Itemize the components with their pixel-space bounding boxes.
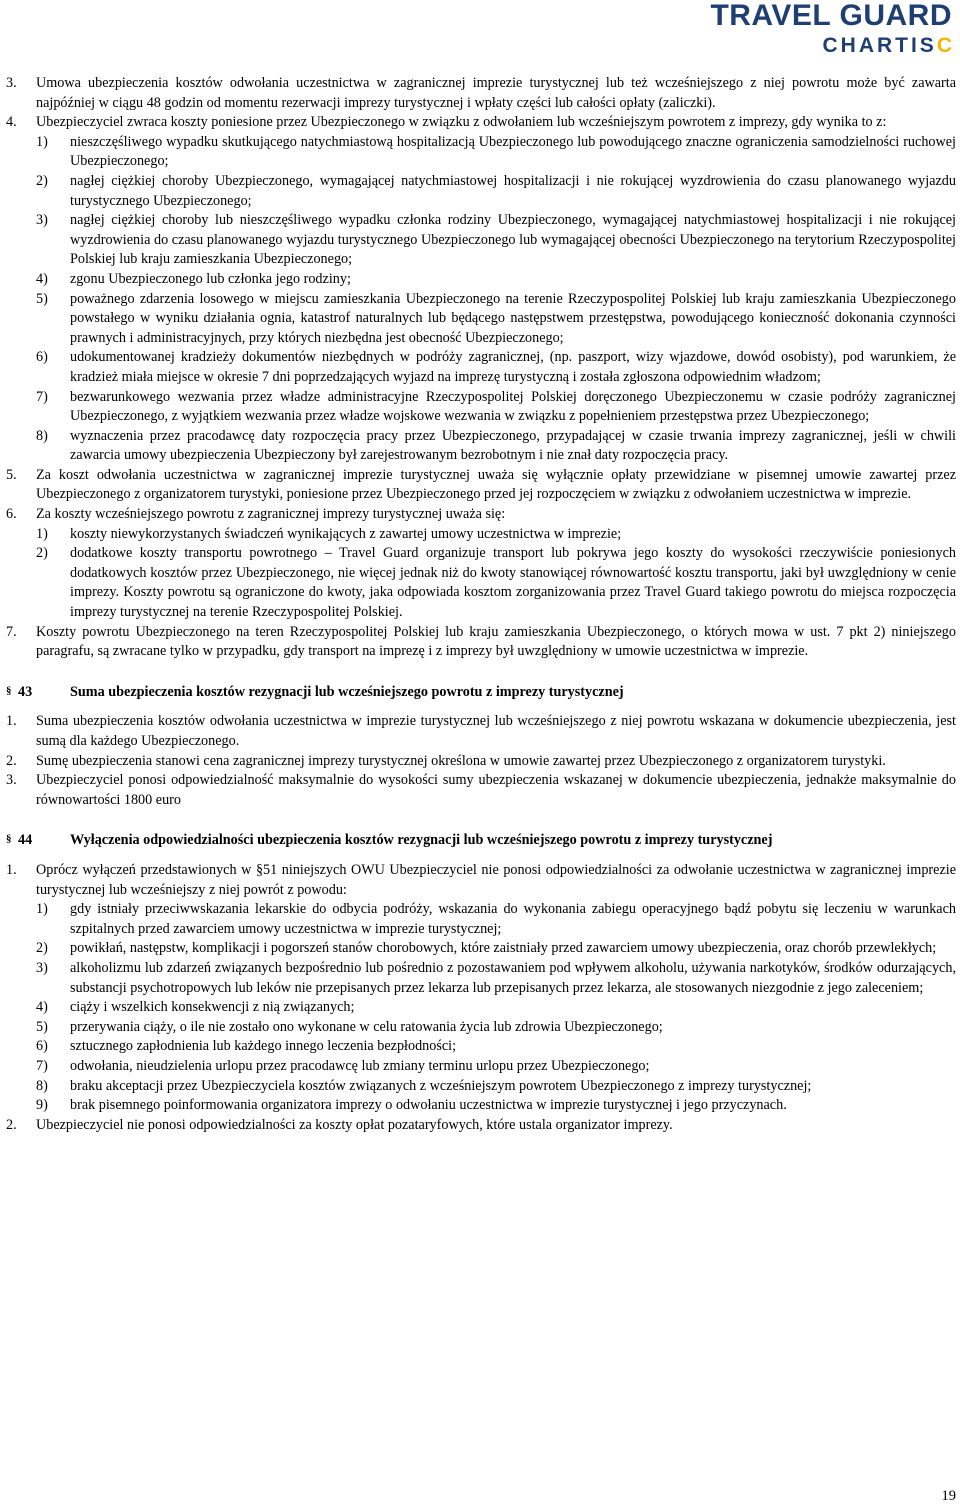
item-number: 1) [36,133,48,150]
section-bullet-icon: § [6,833,12,846]
item-number: 2. [6,1116,17,1133]
item-text: Ubezpieczyciel ponosi odpowiedzialność maksymalnie do wysokości sumy ubezpieczenia wskazanej w dokumencie ubezpieczenia, jednakże maksymalnie do równowartości 1800 euro [36,772,956,808]
item-text: sztucznego zapłodnienia lub każdego innego leczenia bezpłodności; [70,1038,457,1055]
list-subitem [6,544,956,622]
list-subitem [6,1018,956,1038]
list-subitem [6,270,956,290]
item-number: 2) [36,172,48,189]
list-subitem [6,427,956,466]
section-number: 43 [18,683,33,700]
item-text: braku akceptacji przez Ubezpieczyciela kosztów związanych z wcześniejszym powrotem Ubezpieczonego z imprezy turystycznej; [70,1077,812,1094]
item-text: nieszczęśliwego wypadku skutkującego natychmiastową hospitalizacją Ubezpieczonego lub powodującego znaczne ograniczenia samodzielności ruchowej Ubezpieczonego; [70,133,956,170]
item-number: 6) [36,349,48,366]
item-number: 4. [6,114,17,131]
item-text: koszty niewykorzystanych świadczeń wynikających z zawartej umowy uczestnictwa w imprezie; [70,525,622,542]
item-text: Koszty powrotu Ubezpieczonego na teren Rzeczypospolitej Polskiej lub kraju zamieszkania Ubezpieczonego, o których mowa w ust. 7 pkt 2) niniejszego paragrafu, są zwracane tylko w przypadku, gdy transport na imprezę i z imprezy był uwzględniony w umowie uczestnictwa w imprezie. [36,623,956,660]
list-item [6,623,956,662]
item-text: Ubezpieczyciel zwraca koszty poniesione przez Ubezpieczonego w związku z odwołaniem lub wcześniejszym powrotem z imprezy, gdy wynika to z: [36,114,887,131]
item-number: 2) [36,940,48,957]
list-item [6,74,956,113]
item-text: poważnego zdarzenia losowego w miejscu zamieszkania Ubezpieczonego na terenie Rzeczypospolitej Polskiej lub kraju zamieszkania Ubezpieczonego powstałego w wyniku działania ognia, katastrof naturalnych lub będącego następstwem przestępstwa, powodującego konieczność dokonania czynności prawnych i administracyjnych, przy których niezbędna jest obecność Ubezpieczonego; [70,290,956,346]
item-number: 6. [6,506,17,523]
item-number: 3) [36,212,48,229]
logo-chartis-text [710,34,952,58]
item-text: alkoholizmu lub zdarzeń związanych bezpośrednio lub pośrednio z pozostawaniem pod wpływem alkoholu, używania narkotyków, środków odurzających, substancji psychotropowych lub leków nie przepisanych przez lekarza lub przepisanych przez lekarza, ale stosowanych niezgodnie z jego zaleceniem; [70,959,956,996]
item-text: bezwarunkowego wezwania przez władze administracyjne Rzeczypospolitej Polskiej doręczonego Ubezpieczonemu w czasie podróży zagranicznej Ubezpieczonego, z wyjątkiem wezwania przez władze wojskowe wezwania w związku z popełnieniem przestępstwa przez Ubezpieczonego; [70,388,956,425]
item-number: 2) [36,545,48,562]
item-number: 7. [6,623,17,640]
item-number: 4) [36,999,48,1016]
item-number: 3) [36,959,48,976]
list-subitem [6,172,956,211]
list-subitem [6,388,956,427]
item-number: 1. [6,861,17,878]
list-item [6,505,956,525]
item-text: Suma ubezpieczenia kosztów odwołania uczestnictwa w imprezie turystycznej lub wcześniejszego z niej powrotu wskazana w dokumencie ubezpieczenia, jest sumą dla każdego Ubezpieczonego. [36,713,956,749]
section-bullet-icon: § [6,684,12,697]
item-text: Umowa ubezpieczenia kosztów odwołania uczestnictwa w zagranicznej imprezie turystycznej lub też wcześniejszego z niej powrotu może być zawarta najpóźniej w ciągu 48 godzin od momentu rezerwacji imprezy turystycznej i wpłaty części lub całości opłaty (zaliczki). [36,75,956,111]
item-number: 1. [6,713,17,730]
item-text: Za koszty wcześniejszego powrotu z zagranicznej imprezy turystycznej uważa się: [36,506,506,523]
item-text: dodatkowe koszty transportu powrotnego – Travel Guard organizuje transport lub pokrywa jego koszty do wysokości rzeczywiście poniesionych dodatkowych kosztów przez Ubezpieczonego, nie więcej jednak niż do kwoty stanowiącej równowartość kosztu transportu, jaki był uwzględniony w cenie imprezy. Koszty powrotu są ograniczone do kwoty, jaka odpowiada kosztom zorganizowania przez Travel Guard takiego powrotu do miejsca rozpoczęcia imprezy turystycznej na terenie Rzeczypospolitej Polskiej. [70,545,956,621]
item-text: udokumentowanej kradzieży dokumentów niezbędnych w podróży zagranicznej, (np. paszport, wizy wjazdowe, dowód osobisty), pod warunkiem, że kradzież miała miejsce w okresie 7 dni poprzedzających wyjazd na imprezę turystyczną i została zgłoszona odpowiednim władzom; [70,349,956,385]
section-43-items [6,712,956,810]
item-number: 7) [36,388,48,405]
item-number: 8) [36,1077,48,1094]
section-heading-43 [6,683,956,703]
item-number: 5) [36,290,48,307]
item-number: 3. [6,75,17,91]
item-text: gdy istniały przeciwwskazania lekarskie do odbycia podróży, wskazania do wykonania zabiegu operacyjnego bądź pobytu się leczeniu w warunkach szpitalnych przed zawarciem umowy uczestnictwa w imprezie turystycznej; [70,901,956,937]
item-number: 8) [36,427,48,444]
list-subitem [6,1057,956,1077]
list-subitem [6,211,956,270]
item-number: 1) [36,525,48,542]
list-subitem [6,1096,956,1116]
item-text: wyznaczenia przez pracodawcę daty rozpoczęcia pracy przez Ubezpieczonego, przypadającej w czasie trwania imprezy zagranicznej, jeśli w chwili zawarcia umowy ubezpieczenia Ubezpieczony był zarejestrowanym bezrobotnym i nie znał daty rozpoczęcia pracy. [70,427,956,464]
item-number: 9) [36,1097,48,1114]
item-text: Oprócz wyłączeń przedstawionych w §51 niniejszych OWU Ubezpieczyciel nie ponosi odpowiedzialności za odwołanie uczestnictwa w zagranicznej imprezie turystycznej lub wcześniejszy z niej powrót z powodu: [36,861,956,898]
item-text: Ubezpieczyciel nie ponosi odpowiedzialności za koszty opłat pozataryfowych, które ustala organizator imprezy. [36,1116,673,1133]
list-item [6,712,956,751]
item-text: nagłej ciężkiej choroby Ubezpieczonego, wymagającej natychmiastowej hospitalizacji i nie rokującej wyzdrowienia do czasu planowanego wyjazdu turystycznego Ubezpieczonego; [70,172,956,209]
chartis-swirl-icon: C [936,34,952,57]
list-subitem [6,525,956,545]
item-text: ciąży i wszelkich konsekwencji z nią związanych; [70,999,355,1016]
list-subitem [6,1077,956,1097]
item-text: zgonu Ubezpieczonego lub członka jego rodziny; [70,270,351,287]
list-item [6,752,956,772]
item-number: 2. [6,752,17,769]
item-number: 5. [6,466,17,483]
document-body [6,74,956,1135]
item-number: 7) [36,1057,48,1074]
item-text: Sumę ubezpieczenia stanowi cena zagranicznej imprezy turystycznej określona w umowie zawartej przez Ubezpieczonego z organizatorem turystyki. [36,752,886,769]
item-number: 3. [6,772,17,789]
section-44-items [6,861,956,1135]
logo-chartis-word: CHARTIS [822,34,937,57]
item-number: 5) [36,1018,48,1035]
item-text: Za koszt odwołania uczestnictwa w zagranicznej imprezie turystycznej uważa się wyłącznie opłaty przewidziane w pisemnej umowie zawartej przez Ubezpieczonego z organizatorem turystyki, poniesione przez Ubezpieczonego przed jej rozpoczęciem w związku z odwołaniem uczestnictwa w imprezie. [36,466,956,503]
item-text: odwołania, nieudzielenia urlopu przez pracodawcę lub zmiany terminu urlopu przez Ubezpieczonego; [70,1057,650,1074]
list-subitem [6,959,956,998]
item-number: 6) [36,1038,48,1055]
section-number: 44 [18,832,33,849]
list-subitem [6,133,956,172]
list-subitem [6,290,956,349]
list-subitem [6,1037,956,1057]
item-text: przerywania ciąży, o ile nie zostało ono wykonane w celu ratowania życia lub zdrowia Ubezpieczonego; [70,1018,663,1035]
section-heading-44 [6,831,956,851]
list-subitem [6,900,956,939]
list-item [6,861,956,900]
item-text: nagłej ciężkiej choroby lub nieszczęśliwego wypadku członka rodziny Ubezpieczonego, wymagającej natychmiastowej hospitalizacji i nie rokującej wyzdrowienia do czasu planowanego wyjazdu turystycznego Ubezpieczonego lub wymagającej obecności Ubezpieczonego na terytorium Rzeczypospolitej Polskiej lub kraju zamieszkania Ubezpieczonego; [70,212,956,268]
list-subitem [6,348,956,387]
list-item [6,1116,956,1136]
list-item [6,113,956,133]
page-number: 19 [941,1488,956,1505]
item-number: 4) [36,270,48,287]
section-title: Suma ubezpieczenia kosztów rezygnacji lub wcześniejszego powrotu z imprezy turystycznej [70,683,624,700]
item-text: powikłań, następstw, komplikacji i pogorszeń stanów chorobowych, które zaistniały przed zawarciem umowy ubezpieczenia, oraz chorób przewlekłych; [70,940,937,957]
item-text: brak pisemnego poinformowania organizatora imprezy o odwołaniu uczestnictwa w imprezie turystycznej i jego przyczynach. [70,1097,787,1114]
list-item [6,466,956,505]
list-item [6,771,956,810]
section-42-continuation [6,74,956,662]
item-number: 1) [36,901,48,918]
list-subitem [6,939,956,959]
travel-guard-logo [710,0,952,58]
section-title: Wyłączenia odpowiedzialności ubezpieczenia kosztów rezygnacji lub wcześniejszego powrotu z imprezy turystycznej [70,832,773,849]
logo-travel-guard-text: TRAVEL GUARD [710,0,952,32]
list-subitem [6,998,956,1018]
